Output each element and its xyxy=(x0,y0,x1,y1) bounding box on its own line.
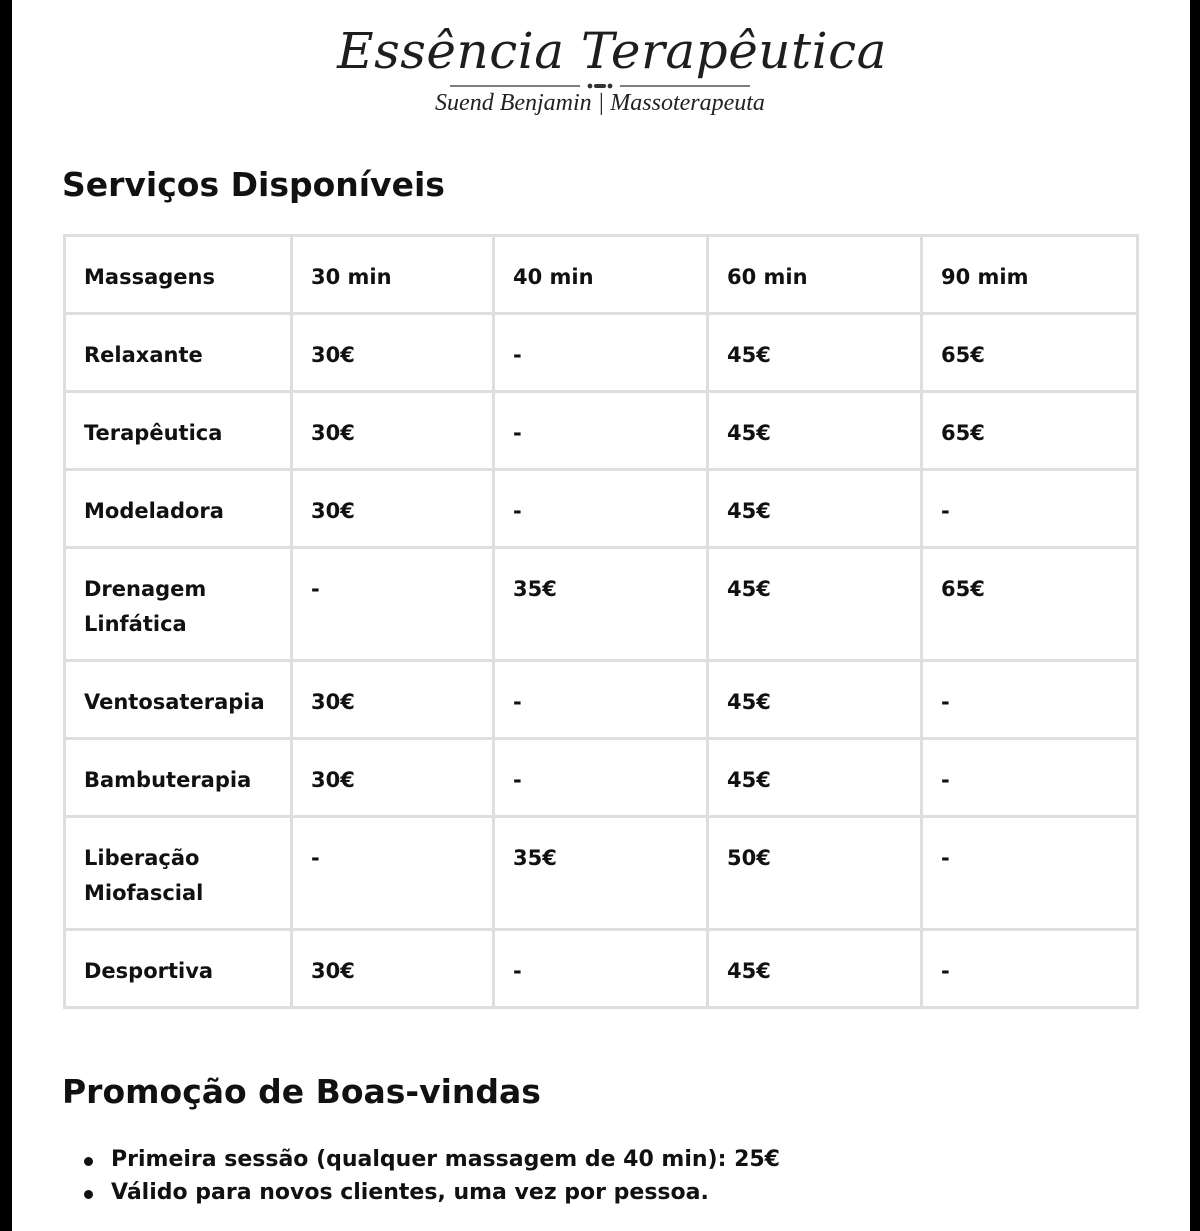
brand-subtitle: Suend Benjamin | Massoterapeuta xyxy=(435,90,765,116)
table-row xyxy=(65,470,1138,548)
price-cell: 30€ xyxy=(292,392,494,470)
promo-heading: Promoção de Boas-vindas xyxy=(62,1072,541,1111)
price-cell: - xyxy=(292,548,494,661)
price-cell: 35€ xyxy=(494,817,708,930)
price-cell: 65€ xyxy=(922,314,1138,392)
table-row xyxy=(65,930,1138,1008)
brand-title: Essência Terapêutica xyxy=(337,22,887,80)
price-cell: 30€ xyxy=(292,930,494,1008)
table-row xyxy=(65,392,1138,470)
price-cell: 45€ xyxy=(708,930,922,1008)
price-cell: - xyxy=(922,930,1138,1008)
price-cell: 45€ xyxy=(708,314,922,392)
column-header: 30 min xyxy=(292,236,494,314)
price-cell: - xyxy=(494,930,708,1008)
column-header: 90 mim xyxy=(922,236,1138,314)
price-cell: - xyxy=(494,392,708,470)
price-cell: - xyxy=(494,314,708,392)
table-row xyxy=(65,314,1138,392)
table-row xyxy=(65,739,1138,817)
promo-list xyxy=(80,1143,780,1209)
price-cell: 65€ xyxy=(922,392,1138,470)
price-cell: 30€ xyxy=(292,739,494,817)
price-cell: - xyxy=(292,817,494,930)
price-cell: 45€ xyxy=(708,548,922,661)
price-cell: 45€ xyxy=(708,392,922,470)
price-cell: 30€ xyxy=(292,314,494,392)
column-header: 60 min xyxy=(708,236,922,314)
price-cell: 35€ xyxy=(494,548,708,661)
price-table xyxy=(63,234,1139,1009)
left-border xyxy=(0,0,12,1231)
price-cell: - xyxy=(922,739,1138,817)
price-cell: 45€ xyxy=(708,661,922,739)
price-cell: - xyxy=(922,661,1138,739)
massage-name: Modeladora xyxy=(65,470,292,548)
column-header: Massagens xyxy=(65,236,292,314)
table-header-row xyxy=(65,236,1138,314)
massage-name: Liberação Miofascial xyxy=(65,817,292,930)
massage-name: Bambuterapia xyxy=(65,739,292,817)
list-item: Primeira sessão (qualquer massagem de 40 min): 25€ xyxy=(80,1143,780,1176)
massage-name: Relaxante xyxy=(65,314,292,392)
price-cell: - xyxy=(494,470,708,548)
table-row xyxy=(65,548,1138,661)
price-cell: 45€ xyxy=(708,470,922,548)
massage-name: Terapêutica xyxy=(65,392,292,470)
price-cell: 50€ xyxy=(708,817,922,930)
table-row xyxy=(65,661,1138,739)
price-cell: - xyxy=(922,470,1138,548)
right-border xyxy=(1190,0,1200,1231)
column-header: 40 min xyxy=(494,236,708,314)
massage-name: Ventosaterapia xyxy=(65,661,292,739)
price-cell: - xyxy=(494,739,708,817)
massage-name: Drenagem Linfática xyxy=(65,548,292,661)
price-cell: 65€ xyxy=(922,548,1138,661)
price-cell: - xyxy=(922,817,1138,930)
services-heading: Serviços Disponíveis xyxy=(62,165,445,204)
list-item: Válido para novos clientes, uma vez por pessoa. xyxy=(80,1176,780,1209)
price-cell: 30€ xyxy=(292,661,494,739)
price-cell: - xyxy=(494,661,708,739)
price-cell: 45€ xyxy=(708,739,922,817)
massage-name: Desportiva xyxy=(65,930,292,1008)
table-row xyxy=(65,817,1138,930)
price-cell: 30€ xyxy=(292,470,494,548)
brand-logo xyxy=(0,18,1200,117)
